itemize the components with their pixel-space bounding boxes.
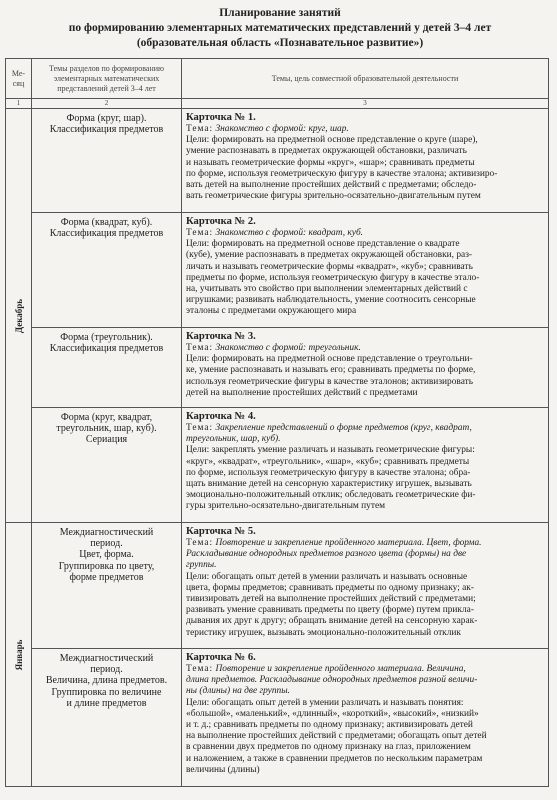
- goal-line: развивать умение сравнивать предметы по цвету (форме) путем прикла-: [186, 605, 474, 616]
- topic-text: Форма (квадрат, куб). Классификация предметов: [49, 217, 164, 240]
- theme-line: [186, 124, 544, 135]
- goal-line: Цели: формировать на предметной основе представление о треугольни-: [186, 354, 473, 365]
- header-month: Ме- сяц: [6, 59, 32, 99]
- goal-line: Цели: формировать на предметной основе представление о круге (шаре),: [186, 135, 478, 146]
- theme-label: Тема:: [186, 423, 214, 433]
- goal-line: предметы по форме, используя геометрическую фигуру в качестве этало-: [186, 272, 480, 283]
- goal-line: цвета, формы предметов; сравнивать предметы по одному признаку; ак-: [186, 582, 474, 593]
- content-cell: [182, 408, 549, 523]
- theme-text: Повторение и закрепление пройденного материала. Цвет, форма. Раскладывание однородных предметов разного цвета (формы) на две группы.: [186, 538, 482, 571]
- goal-line: и наложением, а также в сравнении предметов по нескольким параметрам: [186, 753, 483, 764]
- column-number-row: [6, 99, 549, 109]
- goal-line: Цели: обогащать опыт детей в умении различать и называть понятия:: [186, 697, 464, 708]
- card-title: Карточка № 5.: [186, 526, 256, 537]
- goal-line: гуры зрительно-осязательно-двигательным путем: [186, 501, 386, 512]
- goal-line: и т. д.; сравнивать предметы по одному признаку; активизировать детей: [186, 720, 473, 731]
- card-title: Карточка № 1.: [186, 112, 256, 123]
- table-row: [6, 213, 549, 328]
- goal-line: по форме, используя геометрическую фигуру в качестве эталона; обра-: [186, 467, 471, 478]
- goal-line: (кубе), умение распознавать в предметах окружающей обстановки, раз-: [186, 250, 473, 261]
- column-number-1: 1: [6, 99, 32, 109]
- title-line-2: по формированию элементарных математических представлений у детей 3–4 лет: [68, 22, 492, 34]
- goal-line: эмоционально-положительный отклик; обследовать геометрические фи-: [186, 490, 476, 501]
- goal-line: детей на выполнение простейших действий с предметами: [186, 387, 418, 398]
- topic-cell: [32, 649, 182, 787]
- goal-line: на выполнение простейших действий с предметами; обогащать опыт детей: [186, 731, 487, 742]
- content-cell: [182, 649, 549, 787]
- goal-line: игрушками; развивать наблюдательность, умение соотносить сенсорные: [186, 295, 476, 306]
- topic-text: Форма (круг, квадрат, треугольник, шар, куб). Сериация: [56, 412, 157, 446]
- topic-cell: [32, 109, 182, 213]
- theme-line: [186, 423, 544, 445]
- content-cell: [182, 213, 549, 328]
- theme-label: Тема:: [186, 538, 214, 548]
- topic-text: Форма (круг, шар). Классификация предметов: [49, 113, 164, 136]
- theme-label: Тема:: [186, 343, 214, 353]
- goal-line: и называть геометрические формы «круг», «шар»; сравнивать предметы: [186, 157, 475, 168]
- goal-line: Цели: закреплять умение различать и называть геометрические фигуры:: [186, 445, 475, 456]
- card-title: Карточка № 4.: [186, 411, 256, 422]
- goal-line: умение распознавать в предметах окружающей обстановки, различать: [186, 146, 467, 157]
- topic-cell: [32, 213, 182, 328]
- goal-line: используя геометрические фигуры в качестве эталонов; активизировать: [186, 376, 474, 387]
- theme-text: Знакомство с формой: квадрат, куб.: [215, 228, 364, 238]
- goal-line: по форме, используя геометрическую фигуру в качестве эталона; активизиро-: [186, 168, 498, 179]
- topic-cell: [32, 328, 182, 408]
- column-number-2: 2: [32, 99, 182, 109]
- title-line-1: Планирование занятий: [219, 7, 341, 19]
- theme-line: [186, 664, 544, 698]
- theme-text: Знакомство с формой: треугольник.: [215, 343, 361, 353]
- goal-line: вать детей на выполнение простейших действий с предметами; обследо-: [186, 180, 477, 191]
- goal-line: «круг», «квадрат», «треугольник», «шар», «куб»; сравнивать предметы: [186, 456, 470, 467]
- goal-line: на, учитывать это свойство при выполнении элементарных действий с: [186, 284, 468, 295]
- content-cell: [182, 328, 549, 408]
- goal-line: щать внимание детей на сенсорную характеристику игрушек, вызывать: [186, 479, 472, 490]
- goal-line: вать геометрические фигуры зрительно-осязательно-двигательным путем: [186, 191, 481, 202]
- goal-line: «большой», «маленький», «длинный», «короткий», «высокий», «низкий»: [186, 708, 479, 719]
- topic-cell: [32, 523, 182, 649]
- planning-table: [5, 58, 549, 787]
- topic-text: Форма (треугольник). Классификация предметов: [49, 332, 164, 355]
- table-header-row: [6, 59, 549, 99]
- table-row: [6, 408, 549, 523]
- theme-label: Тема:: [186, 664, 214, 674]
- goal-line: теристику игрушек, вызывать эмоционально-положительный отклик: [186, 627, 461, 638]
- title-line-3: (образовательная область «Познавательное развитие»): [136, 37, 424, 49]
- goal-line: величины (длины): [186, 764, 260, 775]
- theme-text: Знакомство с формой: круг, шар.: [215, 124, 349, 134]
- content-cell: [182, 109, 549, 213]
- table-row: [6, 523, 549, 649]
- month-label-december: Декабрь: [13, 298, 24, 333]
- goal-line: эталоны с предметами окружающего мира: [186, 306, 357, 317]
- month-label-january: Январь: [13, 639, 24, 670]
- theme-line: [186, 538, 544, 572]
- goal-line: Цели: формировать на предметной основе представление о квадрате: [186, 239, 460, 250]
- theme-text: Повторение и закрепление пройденного материала. Величина, длина предметов. Раскладывание однородных предметов разной величи- ны (длины) на две группы.: [186, 664, 478, 697]
- month-cell-december: [6, 109, 32, 523]
- theme-label: Тема:: [186, 124, 214, 134]
- topic-text: Междиагностический период. Цвет, форма. Группировка по цвету, форме предметов: [58, 527, 155, 583]
- goal-line: личать и называть геометрические формы «квадрат», «куб»; сравнивать: [186, 261, 473, 272]
- table-row: [6, 649, 549, 787]
- goal-line: ке, умение распознавать и называть его; сравнивать предметы по форме,: [186, 365, 476, 376]
- goal-line: тивизировать детей на выполнение простейших действий с предметами;: [186, 594, 476, 605]
- topic-text: Междиагностический период. Величина, длина предметов. Группировка по величине и длине предметов: [45, 653, 168, 709]
- topic-cell: [32, 408, 182, 523]
- header-goals: Темы, цель совместной образовательной деятельности: [182, 59, 549, 99]
- column-number-3: 3: [182, 99, 549, 109]
- month-cell-january: [6, 523, 32, 787]
- goal-line: дывания их друг к другу; обращать внимание детей на сенсорную харак-: [186, 616, 478, 627]
- theme-line: [186, 228, 544, 239]
- theme-line: [186, 343, 544, 354]
- header-topics: Темы разделов по формированию элементарных математических представлений детей 3–4 лет: [32, 59, 182, 99]
- goal-line: в сравнении двух предметов по одному признаку на глаз, приложением: [186, 742, 471, 753]
- theme-text: Закрепление представлений о форме предметов (круг, квадрат, треугольник, шар, куб).: [186, 423, 472, 445]
- theme-label: Тема:: [186, 228, 214, 238]
- table-row: [6, 109, 549, 213]
- card-title: Карточка № 6.: [186, 652, 256, 663]
- document-title: [40, 6, 520, 51]
- card-title: Карточка № 2.: [186, 216, 256, 227]
- table-row: [6, 328, 549, 408]
- content-cell: [182, 523, 549, 649]
- card-title: Карточка № 3.: [186, 331, 256, 342]
- goal-line: Цели: обогащать опыт детей в умении различать и называть основные: [186, 571, 468, 582]
